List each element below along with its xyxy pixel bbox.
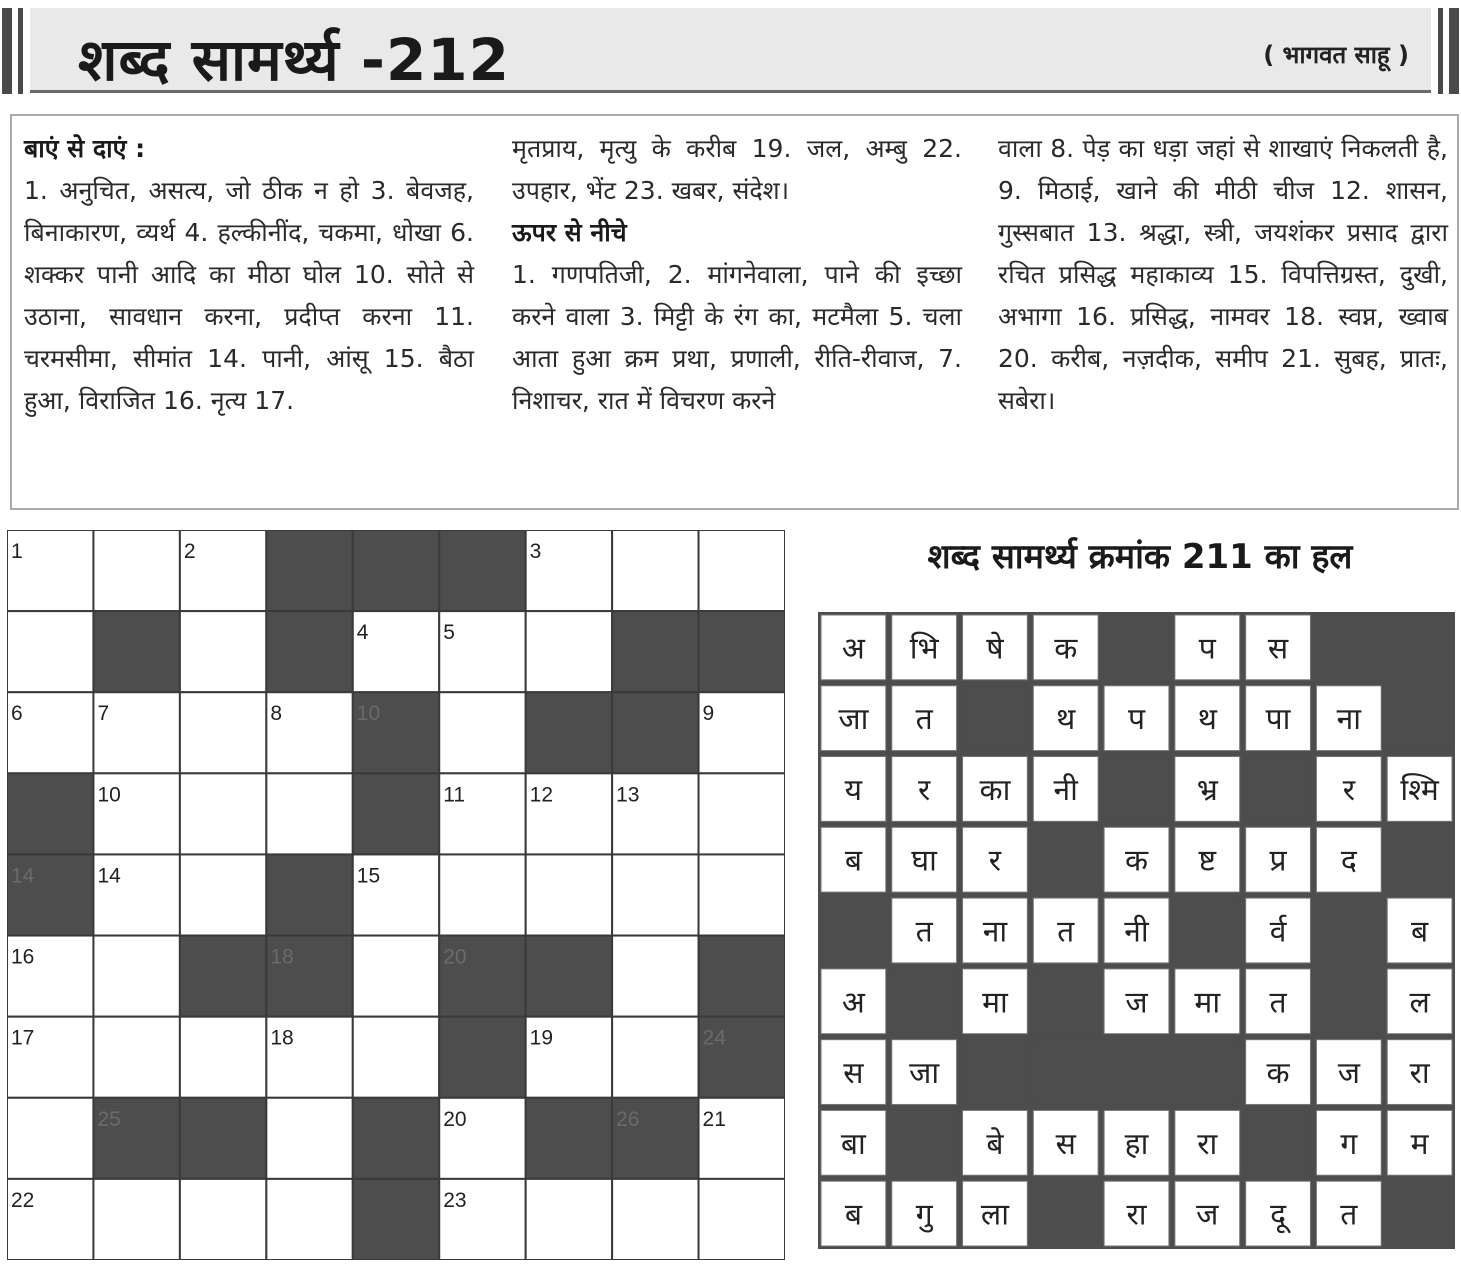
clue-number: 16: [11, 945, 35, 969]
puzzle-cell[interactable]: [266, 1017, 352, 1098]
puzzle-cell[interactable]: [180, 611, 266, 692]
solution-cell: [1387, 1040, 1452, 1105]
author-byline: ( भागवत साहू ): [1263, 41, 1409, 69]
puzzle-cell[interactable]: [7, 936, 93, 1017]
solution-cell: [1246, 615, 1311, 680]
solution-cell: [1387, 757, 1452, 822]
puzzle-cell[interactable]: [699, 773, 785, 854]
header-banner: [0, 8, 1461, 94]
solution-cell: [821, 686, 886, 751]
puzzle-cell[interactable]: [93, 530, 179, 611]
puzzle-cell[interactable]: [439, 611, 525, 692]
solution-cell: [1246, 827, 1311, 892]
puzzle-cell[interactable]: [180, 1017, 266, 1098]
puzzle-cell[interactable]: [439, 773, 525, 854]
puzzle-cell-black: [7, 854, 93, 935]
solution-cell-black: [1033, 827, 1098, 892]
solution-letter: त: [1340, 1197, 1358, 1233]
clue-number: 25: [97, 1107, 121, 1131]
solution-letter: ब: [844, 843, 862, 879]
solution-letter: गु: [915, 1197, 933, 1233]
solution-cell: [963, 827, 1028, 892]
puzzle-cell-black: [266, 611, 352, 692]
solution-cell: [892, 898, 957, 963]
puzzle-cell[interactable]: [180, 530, 266, 611]
solution-letter: नी: [1124, 914, 1149, 950]
solution-title: शब्द सामर्थ्य क्रमांक 211 का हल: [927, 537, 1353, 577]
solution-cell: [1316, 1110, 1381, 1175]
left-bar-thin: [18, 8, 23, 94]
solution-letter: पा: [1265, 702, 1291, 738]
puzzle-cell[interactable]: [93, 854, 179, 935]
clue-number: 10: [97, 783, 121, 807]
solution-letter: अ: [841, 631, 865, 667]
solution-cell-black: [1387, 686, 1452, 751]
solution-cell: [1246, 1181, 1311, 1246]
solution-cell-black: [1175, 898, 1240, 963]
puzzle-cell[interactable]: [93, 1179, 179, 1260]
puzzle-cell[interactable]: [612, 530, 698, 611]
solution-cell: [821, 969, 886, 1034]
puzzle-cell-black: [612, 611, 698, 692]
puzzle-cell[interactable]: [526, 773, 612, 854]
solution-letter: दू: [1270, 1197, 1287, 1233]
solution-cell-black: [1316, 898, 1381, 963]
puzzle-cell[interactable]: [612, 936, 698, 1017]
puzzle-cell-black: [699, 936, 785, 1017]
solution-letter: र: [988, 843, 1002, 879]
clue-number: 20: [443, 1107, 467, 1131]
solution-cell: [963, 898, 1028, 963]
solution-letter: अ: [841, 985, 865, 1021]
solution-letter: त: [915, 914, 933, 950]
puzzle-cell-black: [353, 692, 439, 773]
puzzle-cell-black: [612, 692, 698, 773]
solution-letter: थ: [1197, 702, 1217, 738]
puzzle-cell[interactable]: [526, 854, 612, 935]
solution-cell: [892, 1181, 957, 1246]
clue-number: 9: [702, 702, 715, 726]
solution-cell: [1175, 757, 1240, 822]
solution-letter: रा: [1409, 1056, 1430, 1092]
solution-cell: [1033, 757, 1098, 822]
puzzle-cell-black: [439, 936, 525, 1017]
solution-letter: र: [918, 772, 931, 808]
solution-cell-black: [1033, 1181, 1098, 1246]
solution-cell: [1033, 686, 1098, 751]
puzzle-cell[interactable]: [7, 530, 93, 611]
clue-number: 20: [443, 945, 467, 969]
solution-cell: [892, 615, 957, 680]
solution-letter: म: [1410, 1126, 1429, 1162]
solution-cell: [821, 1181, 886, 1246]
solution-cell: [1175, 615, 1240, 680]
down-clues-continued: वाला 8. पेड़ का धड़ा जहां से शाखाएं निकलती है, 9. मिठाई, खाने की मीठी चीज 12. शासन, गुस्सबात 13. श्रद्धा, स्त्री, जयशंकर प्रसाद द्वारा रचित प्रसिद्ध महाकाव्य 15. विपत्तिग्रस्त, दुखी, अभागा 16. प्रसिद्ध, नामवर 18. स्वप्न, ख्वाब 20. करीब, नज़दीक, समीप 21. सुबह, प्रातः, सबेरा।: [998, 134, 1448, 415]
solution-cell: [1104, 898, 1169, 963]
clue-number: 17: [11, 1026, 35, 1050]
clue-number: 1: [11, 540, 23, 563]
crossword-grid: [7, 530, 785, 1260]
solution-cell: [1316, 757, 1381, 822]
clues-column-1: [24, 128, 474, 422]
puzzle-cell-black: [93, 611, 179, 692]
solution-letter: प: [1198, 631, 1216, 667]
solution-letter: ष्ट: [1198, 843, 1217, 879]
puzzle-cell-black: [526, 936, 612, 1017]
puzzle-cell[interactable]: [439, 692, 525, 773]
solution-cell-black: [1387, 615, 1452, 680]
solution-cell-black: [1033, 969, 1098, 1034]
puzzle-cell-black: [93, 1098, 179, 1179]
across-heading: बाएं से दाएं :: [24, 134, 146, 163]
solution-cell: [1104, 1181, 1169, 1246]
puzzle-cell[interactable]: [7, 1098, 93, 1179]
puzzle-cell[interactable]: [699, 530, 785, 611]
puzzle-cell[interactable]: [699, 854, 785, 935]
solution-cell: [963, 757, 1028, 822]
solution-letter: क: [1054, 631, 1078, 667]
solution-cell-black: [1316, 615, 1381, 680]
clue-number: 7: [97, 702, 110, 726]
puzzle-cell-black: [526, 692, 612, 773]
puzzle-cell[interactable]: [266, 692, 352, 773]
puzzle-cell[interactable]: [439, 854, 525, 935]
solution-cell: [1387, 898, 1452, 963]
solution-cell-black: [892, 969, 957, 1034]
solution-letter: श्मि: [1400, 772, 1439, 808]
solution-letter: घा: [911, 843, 937, 879]
down-heading: ऊपर से नीचे: [512, 218, 627, 247]
solution-letter: षे: [986, 631, 1004, 667]
puzzle-cell[interactable]: [7, 611, 93, 692]
clue-number: 22: [11, 1188, 35, 1212]
solution-cell: [1246, 1040, 1311, 1105]
solution-letter: का: [979, 772, 1011, 808]
left-bar-thick: [2, 8, 12, 94]
solution-cell: [1387, 969, 1452, 1034]
puzzle-cell[interactable]: [180, 1179, 266, 1260]
solution-cell: [1175, 1181, 1240, 1246]
puzzle-cell[interactable]: [266, 1179, 352, 1260]
puzzle-cell[interactable]: [612, 773, 698, 854]
solution-letter: त: [1057, 914, 1075, 950]
solution-cell-black: [1104, 1040, 1169, 1105]
solution-cell-black: [963, 686, 1028, 751]
puzzle-cell[interactable]: [439, 1179, 525, 1260]
solution-cell: [892, 757, 957, 822]
solution-letter: रा: [1197, 1126, 1218, 1162]
puzzle-cell[interactable]: [699, 692, 785, 773]
clue-number: 18: [270, 945, 294, 969]
puzzle-cell[interactable]: [526, 611, 612, 692]
puzzle-cell-black: [266, 530, 352, 611]
solution-cell-black: [1387, 1181, 1452, 1246]
solution-letter: थ: [1056, 702, 1076, 738]
solution-cell: [1104, 827, 1169, 892]
clue-number: 11: [443, 783, 466, 807]
puzzle-cell[interactable]: [266, 773, 352, 854]
solution-cell: [1033, 1110, 1098, 1175]
solution-letter: त: [1269, 985, 1287, 1021]
solution-cell: [1246, 686, 1311, 751]
clue-number: 21: [702, 1107, 726, 1131]
puzzle-cell-black: [180, 1098, 266, 1179]
solution-cell: [1316, 686, 1381, 751]
puzzle-cell[interactable]: [266, 1098, 352, 1179]
clue-number: 5: [443, 621, 455, 645]
solution-letter: ब: [1411, 914, 1429, 950]
puzzle-cell-black: [180, 936, 266, 1017]
solution-letter: जा: [909, 1056, 940, 1092]
solution-cell: [1246, 898, 1311, 963]
puzzle-cell-black: [266, 936, 352, 1017]
solution-cell: [1175, 1110, 1240, 1175]
solution-cell: [963, 615, 1028, 680]
solution-cell-black: [821, 898, 886, 963]
puzzle-cell[interactable]: [699, 1098, 785, 1179]
solution-cell: [1104, 969, 1169, 1034]
solution-letter: स: [843, 1056, 864, 1092]
clue-number: 14: [11, 864, 35, 888]
clues-column-2: [512, 128, 962, 422]
solution-cell: [1033, 898, 1098, 963]
solution-cell: [1175, 827, 1240, 892]
solution-letter: स: [1267, 631, 1289, 667]
down-clues: 1. गणपतिजी, 2. मांगनेवाला, पाने की इच्छा करने वाला 3. मिट्टी के रंग का, मटमैला 5. चला आता हुआ क्रम प्रथा, प्रणाली, रीति-रीवाज, 7. निशाचर, रात में विचरण करने: [512, 260, 962, 415]
solution-letter: प: [1127, 702, 1146, 738]
puzzle-cell-black: [7, 773, 93, 854]
solution-letter: हा: [1124, 1126, 1149, 1162]
solution-cell-black: [1033, 1040, 1098, 1105]
solution-cell: [963, 969, 1028, 1034]
solution-cell: [1387, 1110, 1452, 1175]
puzzle-cell[interactable]: [699, 1179, 785, 1260]
solution-cell: [1033, 615, 1098, 680]
solution-letter: बे: [986, 1126, 1004, 1162]
solution-cell-black: [1175, 1040, 1240, 1105]
solution-cell: [963, 1110, 1028, 1175]
puzzle-cell[interactable]: [93, 773, 179, 854]
solution-letter: ना: [982, 914, 1008, 950]
solution-cell: [892, 686, 957, 751]
clue-number: 14: [97, 864, 121, 888]
puzzle-cell-black: [612, 1098, 698, 1179]
clue-number: 24: [702, 1026, 726, 1050]
clue-number: 4: [356, 621, 369, 645]
clue-number: 26: [616, 1107, 640, 1131]
page-title: शब्द सामर्थ्य -212: [78, 26, 511, 94]
solution-letter: ना: [1336, 702, 1362, 738]
clue-number: 10: [356, 702, 381, 726]
clues-box: [10, 114, 1459, 510]
solution-letter: स: [1055, 1126, 1076, 1162]
solution-letter: त: [915, 702, 933, 738]
puzzle-cell-black: [353, 530, 439, 611]
solution-cell: [1104, 686, 1169, 751]
solution-letter: जा: [838, 702, 869, 738]
puzzle-cell[interactable]: [526, 1179, 612, 1260]
clue-number: 23: [443, 1188, 467, 1212]
puzzle-cell[interactable]: [180, 854, 266, 935]
solution-letter: नी: [1053, 772, 1078, 808]
puzzle-cell-black: [439, 1017, 525, 1098]
solution-letter: ग: [1340, 1126, 1358, 1162]
solution-cell-black: [1316, 969, 1381, 1034]
puzzle-cell[interactable]: [612, 1179, 698, 1260]
solution-cell: [821, 757, 886, 822]
puzzle-cell-black: [353, 773, 439, 854]
across-clues: 1. अनुचित, असत्य, जो ठीक न हो 3. बेवजह, बिनाकारण, व्यर्थ 4. हल्कीनींद, चकमा, धोखा 6. शक्कर पानी आदि का मीठा घोल 10. सोते से उठाना, सावधान करना, प्रदीप्त करना 11. चरमसीमा, सीमांत 14. पानी, आंसू 15. बैठा हुआ, विराजित 16. नृत्य 17.: [24, 176, 474, 415]
solution-cell: [1175, 686, 1240, 751]
solution-cell-black: [1387, 827, 1452, 892]
solution-letter: र: [1342, 772, 1355, 808]
puzzle-cell[interactable]: [612, 1017, 698, 1098]
puzzle-cell[interactable]: [7, 1017, 93, 1098]
puzzle-cell[interactable]: [7, 1179, 93, 1260]
solution-letter: बा: [840, 1126, 866, 1162]
solution-cell: [821, 1040, 886, 1105]
puzzle-cell-black: [699, 1017, 785, 1098]
solution-cell-black: [1246, 1110, 1311, 1175]
solution-grid: [818, 612, 1455, 1249]
solution-letter: भि: [909, 631, 939, 667]
solution-letter: ज: [1196, 1197, 1219, 1233]
solution-letter: ब: [844, 1197, 862, 1233]
solution-cell: [892, 827, 957, 892]
puzzle-cell[interactable]: [526, 1017, 612, 1098]
solution-cell: [1175, 969, 1240, 1034]
solution-letter: मा: [982, 985, 1008, 1021]
puzzle-cell-black: [439, 530, 525, 611]
clue-number: 6: [11, 702, 23, 726]
solution-cell-black: [1104, 615, 1169, 680]
puzzle-cell[interactable]: [439, 1098, 525, 1179]
puzzle-cell[interactable]: [526, 530, 612, 611]
clue-number: 18: [270, 1026, 294, 1050]
solution-letter: द: [1340, 843, 1357, 879]
solution-letter: रा: [1126, 1197, 1147, 1233]
clue-number: 3: [529, 540, 542, 563]
solution-cell: [1316, 827, 1381, 892]
solution-letter: क: [1266, 1056, 1290, 1092]
solution-letter: ल: [1409, 985, 1430, 1021]
solution-letter: भ्र: [1196, 772, 1218, 808]
solution-cell: [821, 827, 886, 892]
solution-letter: क: [1124, 843, 1149, 879]
clue-number: 13: [616, 783, 640, 807]
clue-number: 19: [529, 1026, 554, 1050]
solution-letter: ज: [1337, 1056, 1360, 1092]
puzzle-cell-black: [699, 611, 785, 692]
solution-cell: [963, 1181, 1028, 1246]
puzzle-cell-black: [353, 1179, 439, 1260]
clue-number: 12: [529, 783, 554, 807]
puzzle-cell[interactable]: [353, 854, 439, 935]
solution-letter: य: [844, 772, 863, 808]
right-bar-thick: [1449, 8, 1459, 94]
solution-cell: [821, 1110, 886, 1175]
puzzle-cell[interactable]: [93, 936, 179, 1017]
solution-letter: र्व: [1269, 914, 1287, 950]
solution-letter: मा: [1194, 985, 1221, 1021]
across-clues-continued: मृतप्राय, मृत्यु के करीब 19. जल, अम्बु 22. उपहार, भेंट 23. खबर, संदेश।: [512, 134, 962, 205]
puzzle-cell[interactable]: [353, 936, 439, 1017]
solution-cell-black: [1246, 757, 1311, 822]
puzzle-cell[interactable]: [180, 692, 266, 773]
solution-cell: [1104, 1110, 1169, 1175]
solution-cell-black: [1104, 757, 1169, 822]
puzzle-cell[interactable]: [180, 773, 266, 854]
solution-letter: ला: [980, 1197, 1010, 1233]
puzzle-cell-black: [353, 1098, 439, 1179]
clue-number: 15: [356, 864, 381, 888]
clue-number: 2: [183, 540, 196, 563]
right-bar-thin: [1438, 8, 1443, 94]
puzzle-cell[interactable]: [93, 692, 179, 773]
puzzle-cell[interactable]: [612, 854, 698, 935]
solution-cell: [1246, 969, 1311, 1034]
solution-cell: [1316, 1181, 1381, 1246]
solution-letter: प्र: [1269, 843, 1287, 879]
solution-letter: ज: [1125, 985, 1148, 1021]
puzzle-cell[interactable]: [353, 1017, 439, 1098]
solution-cell-black: [892, 1110, 957, 1175]
puzzle-cell[interactable]: [93, 1017, 179, 1098]
puzzle-cell-black: [526, 1098, 612, 1179]
clues-column-3: [998, 128, 1448, 422]
solution-cell: [892, 1040, 957, 1105]
solution-cell: [1316, 1040, 1381, 1105]
solution-cell: [821, 615, 886, 680]
solution-cell-black: [963, 1040, 1028, 1105]
puzzle-cell[interactable]: [7, 692, 93, 773]
puzzle-cell[interactable]: [353, 611, 439, 692]
puzzle-cell-black: [266, 854, 352, 935]
clue-number: 8: [270, 702, 283, 726]
